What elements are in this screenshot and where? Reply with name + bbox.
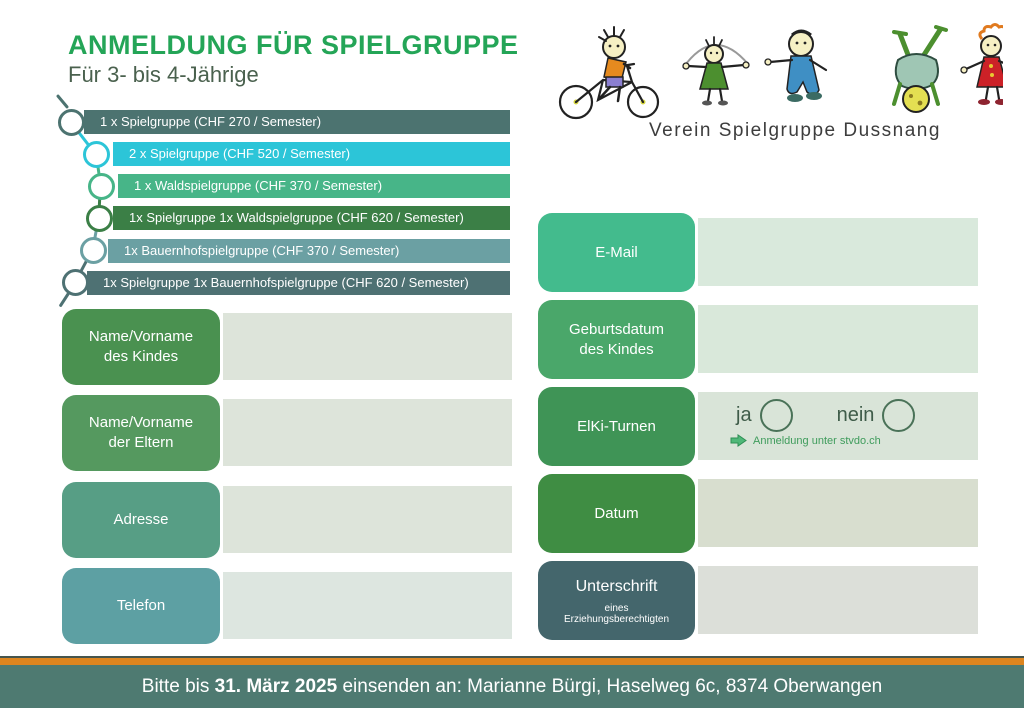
option-radio-6[interactable] — [62, 269, 89, 296]
elki-no-radio[interactable] — [882, 399, 915, 432]
option-row-3: 1 x Waldspielgruppe (CHF 370 / Semester) — [118, 174, 510, 198]
option-radio-4[interactable] — [86, 205, 113, 232]
chain-connector — [56, 94, 69, 109]
option-radio-1[interactable] — [58, 109, 85, 136]
field-label-email — [538, 213, 695, 292]
elki-no-label: nein — [836, 404, 875, 426]
label-line: ElKi-Turnen — [577, 417, 656, 435]
arrow-right-icon — [730, 434, 747, 447]
field-label-elki-turnen — [538, 387, 695, 466]
option-row-6: 1x Spielgruppe 1x Bauernhofspielgruppe (CHF 620 / Semester) — [87, 271, 510, 295]
field-label-birthdate — [538, 300, 695, 379]
field-label-parents-name — [62, 395, 220, 471]
label-line: Telefon — [116, 597, 166, 614]
footer-bar — [0, 665, 1024, 708]
label-line: Name/Vorname — [88, 414, 194, 431]
field-input-birthdate[interactable] — [698, 305, 978, 373]
page-title: ANMELDUNG FÜR SPIELGRUPPE — [68, 30, 519, 60]
field-label-phone — [62, 568, 220, 644]
label-line: des Kindes — [103, 348, 179, 365]
footer-accent-bar — [0, 658, 1024, 665]
elki-yes-radio[interactable] — [760, 399, 793, 432]
kids-illustration-logo — [548, 22, 1003, 122]
field-input-signature[interactable] — [698, 566, 978, 634]
logo-caption: Verein Spielgruppe Dussnang — [649, 120, 941, 141]
field-label-child-name — [62, 309, 220, 385]
footer-text-prefix: Bitte bis — [141, 676, 215, 697]
option-row-1: 1 x Spielgruppe (CHF 270 / Semester) — [84, 110, 510, 134]
elki-yes-label: ja — [736, 404, 752, 426]
label-line: E-Mail — [595, 243, 638, 261]
field-label-signature — [538, 561, 695, 640]
label-line: Geburtsdatum — [568, 320, 665, 338]
footer-text-suffix: einsenden an: Marianne Bürgi, Haselweg 6c, 8374 Oberwangen — [337, 676, 883, 697]
field-input-date[interactable] — [698, 479, 978, 547]
page-subtitle: Für 3- bis 4-Jährige — [68, 62, 259, 87]
field-input-elki-turnen — [698, 392, 978, 460]
field-input-child-name[interactable] — [223, 313, 512, 380]
label-line: Datum — [594, 504, 639, 522]
label-subline: eines Erziehungsberechtigten — [563, 602, 670, 625]
label-line: Unterschrift — [575, 577, 658, 595]
field-input-email[interactable] — [698, 218, 978, 286]
field-input-phone[interactable] — [223, 572, 512, 639]
option-radio-2[interactable] — [83, 141, 110, 168]
field-input-parents-name[interactable] — [223, 399, 512, 466]
label-line: Adresse — [113, 511, 169, 528]
field-input-address[interactable] — [223, 486, 512, 553]
elki-note: Anmeldung unter stvdo.ch — [753, 434, 881, 447]
option-row-2: 2 x Spielgruppe (CHF 520 / Semester) — [113, 142, 510, 166]
label-line: Name/Vorname — [88, 328, 194, 345]
field-label-address — [62, 482, 220, 558]
field-label-date — [538, 474, 695, 553]
label-line: des Kindes — [579, 340, 654, 358]
footer-deadline: 31. März 2025 — [214, 676, 338, 697]
option-radio-3[interactable] — [88, 173, 115, 200]
option-radio-5[interactable] — [80, 237, 107, 264]
label-line: der Eltern — [108, 434, 174, 451]
option-row-4: 1x Spielgruppe 1x Waldspielgruppe (CHF 620 / Semester) — [113, 206, 510, 230]
option-row-5: 1x Bauernhofspielgruppe (CHF 370 / Semester) — [108, 239, 510, 263]
